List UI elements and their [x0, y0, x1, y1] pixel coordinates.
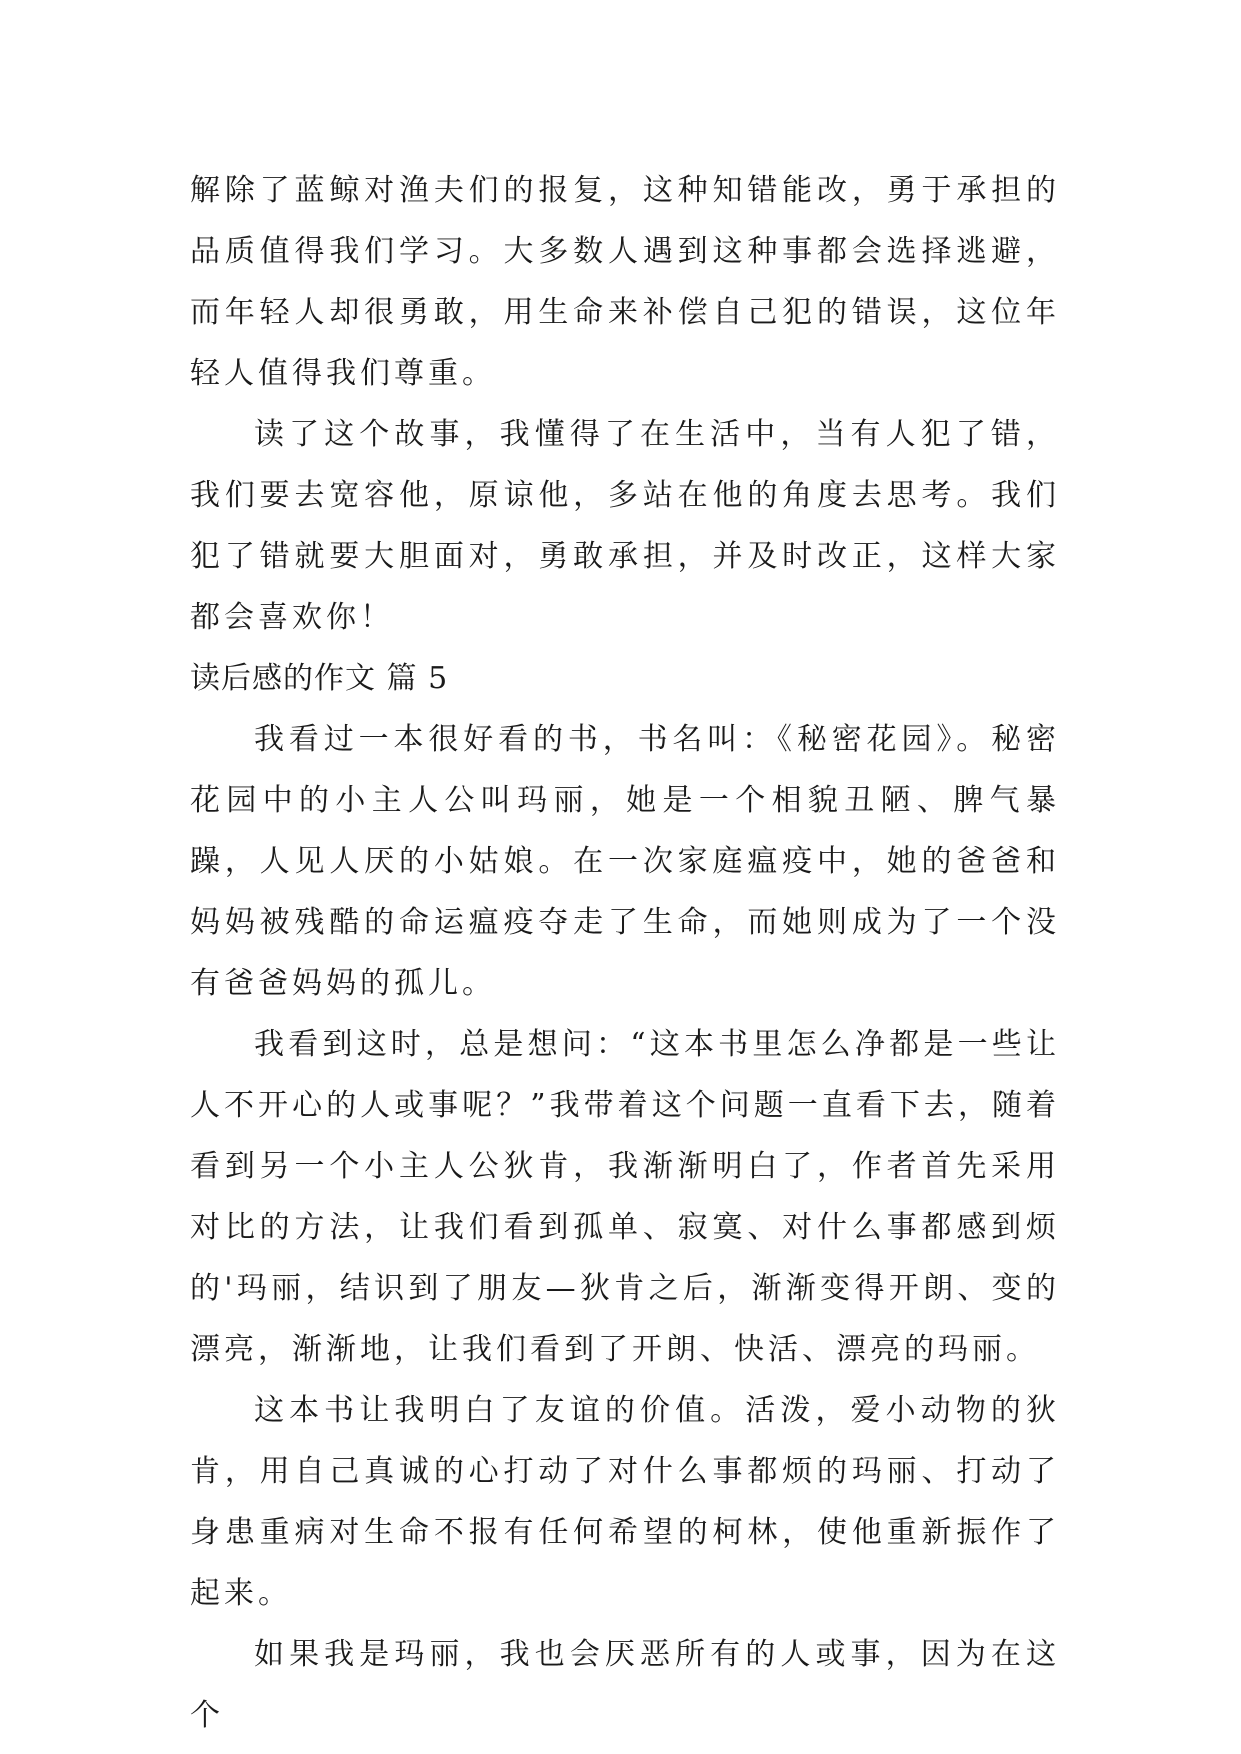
paragraph-continuation: 解除了蓝鲸对渔夫们的报复，这种知错能改，勇于承担的品质值得我们学习。大多数人遇到这种事都会选择逃避，而年轻人却很勇敢，用生命来补偿自己犯的错误，这位年轻人值得我们尊重。 — [190, 173, 1060, 391]
document-body — [190, 160, 1060, 1746]
paragraph-book-intro: 我看过一本很好看的书，书名叫：《秘密花园》。秘密花园中的小主人公叫玛丽，她是一个相貌丑陋、脾气暴躁，人见人厌的小姑娘。在一次家庭瘟疫中，她的爸爸和妈妈被残酷的命运瘟疫夺走了生命，而她则成为了一个没有爸爸妈妈的孤儿。 — [190, 722, 1060, 1001]
paragraph-friendship: 这本书让我明白了友谊的价值。活泼，爱小动物的狄肯，用自己真诚的心打动了对什么事都烦的玛丽、打动了身患重病对生命不报有任何希望的柯林，使他重新振作了起来。 — [190, 1393, 1060, 1611]
paragraph-reflection: 如果我是玛丽，我也会厌恶所有的人或事，因为在这个 — [190, 1637, 1060, 1733]
section-heading: 读后感的作文 篇 5 — [190, 661, 449, 696]
paragraph-question: 我看到这时，总是想问：“这本书里怎么净都是一些让人不开心的人或事呢？”我带着这个问题一直看下去，随着看到另一个小主人公狄肯，我渐渐明白了，作者首先采用对比的方法，让我们看到孤单、寂寞、对什么事都感到烦的'玛丽，结识到了朋友—狄肯之后，渐渐变得开朗、变的漂亮，渐渐地，让我们看到了开朗、快活、漂亮的玛丽。 — [190, 1027, 1060, 1367]
paragraph-lesson: 读了这个故事，我懂得了在生活中，当有人犯了错，我们要去宽容他，原谅他，多站在他的角度去思考。我们犯了错就要大胆面对，勇敢承担，并及时改正，这样大家都会喜欢你！ — [190, 417, 1060, 635]
